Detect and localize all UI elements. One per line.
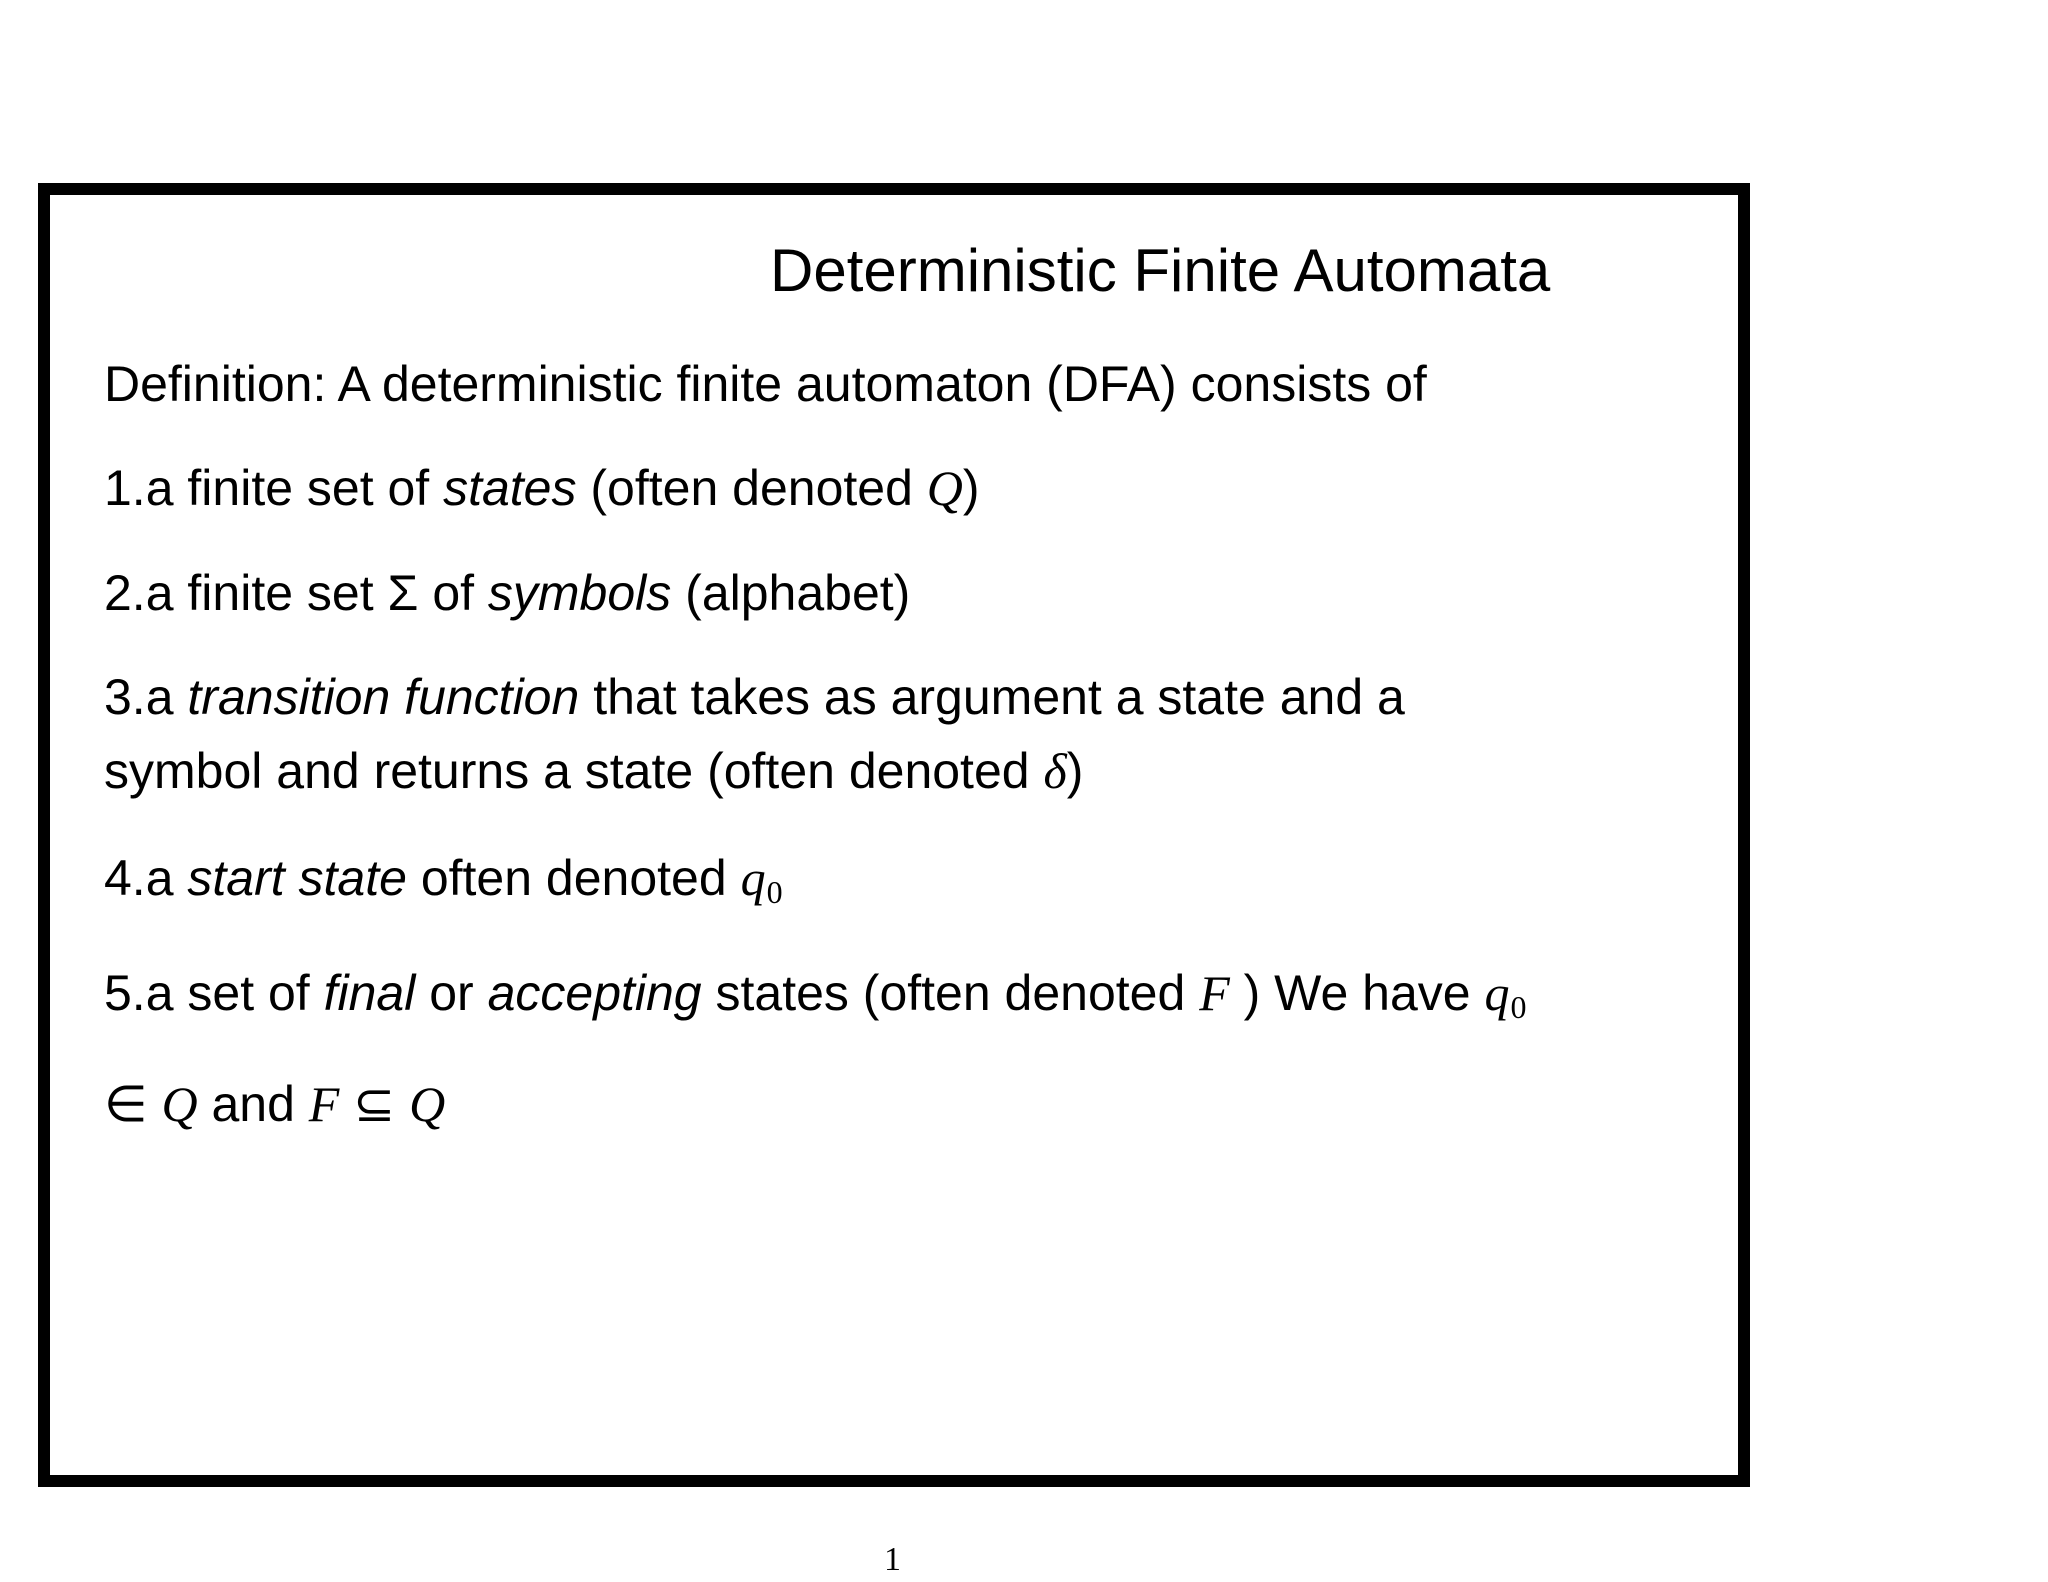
item-text: states (often denoted [701,965,1200,1021]
math-delta: δ [1043,743,1067,799]
page-number: 1 [884,1541,901,1578]
list-item-start-state [104,848,783,914]
item-text: of [418,565,488,621]
item-text: 5.a set of [104,965,324,1021]
list-item-symbols [104,563,910,623]
term-final: final [323,965,416,1021]
definition-line: Definition: A deterministic finite automaton (DFA) consists of [104,356,1427,412]
list-item-final-states [104,963,1526,1029]
math-q0: q [740,850,766,906]
term-start-state: start state [187,850,407,906]
term-symbols: symbols [487,565,672,621]
item-text: (alphabet) [671,565,911,621]
element-of-symbol: ∈ [104,1076,148,1132]
term-states: states [443,460,577,516]
math-q: Q [161,1076,198,1132]
item-text: 4.a [104,850,188,906]
relation-line [104,1074,445,1134]
math-q: Q [926,460,963,516]
math-q0: q [1484,965,1510,1021]
item-text: and [197,1076,309,1132]
item-text: symbol and returns a state (often denoted [104,743,1044,799]
sigma-symbol: Σ [387,565,419,621]
item-text: (often denoted [576,460,927,516]
item-text: 1.a finite set of [104,460,444,516]
item-text: ) [1066,743,1084,799]
list-item-transition-line2 [104,741,1083,801]
item-text: ) We have [1229,965,1485,1021]
item-text: ) [962,460,980,516]
item-text: 2.a finite set [104,565,388,621]
subset-symbol: ⊆ [353,1076,396,1132]
math-f: F [1199,965,1230,1021]
subscript-zero: 0 [766,874,783,910]
math-q: Q [409,1076,446,1132]
term-accepting: accepting [487,965,702,1021]
subscript-zero: 0 [1510,989,1527,1025]
term-transition-function: transition function [187,669,580,725]
item-text: 3.a [104,669,188,725]
item-text: or [415,965,488,1021]
item-text: often denoted [406,850,741,906]
item-text: that takes as argument a state and a [579,669,1405,725]
slide-title: Deterministic Finite Automata [770,237,1551,304]
list-item-states [104,458,980,518]
list-item-transition-line1 [104,667,1405,727]
math-f: F [308,1076,340,1132]
